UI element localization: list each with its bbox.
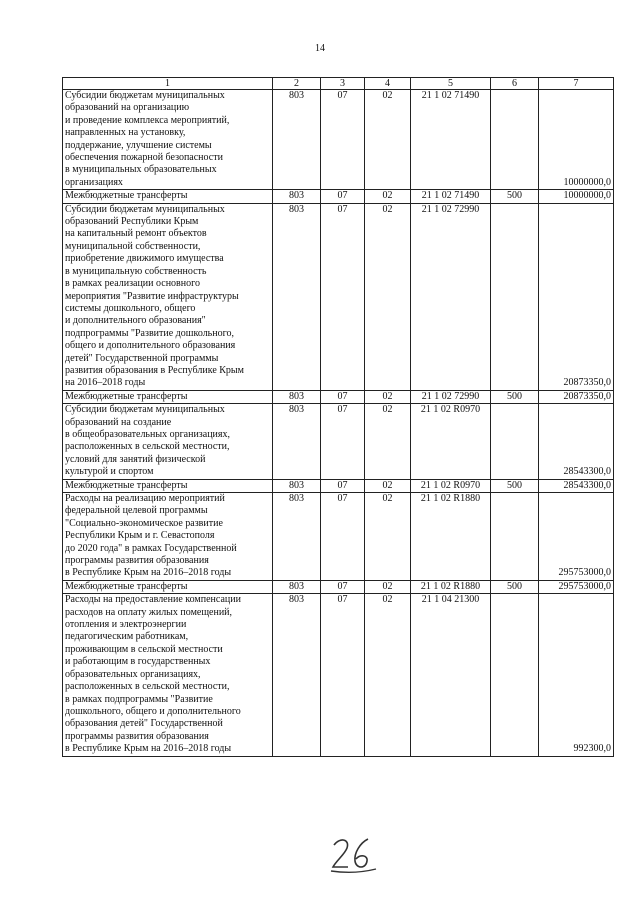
row-name: Расходы на реализацию мероприятий федеральной целевой программы "Социально-экономическое развитие Республики Крым и г. Севастополя до 2020 года" в рамках Государственной программы развития образования в Республике Крым на 2016–2018 годы	[63, 493, 273, 581]
handwritten-signature	[330, 835, 380, 875]
admin-code: 803	[273, 580, 321, 593]
column-header: 1	[63, 78, 273, 90]
amount-value: 28543300,0	[539, 479, 614, 492]
row-name: Субсидии бюджетам муниципальных образований Республики Крым на капитальный ремонт объектов муниципальной собственности, приобретение движимого имущества в муниципальную собственность в рамках реализации основного мероприятия "Развитие инфраструктуры системы дошкольного, общего и дополнительного образования" подпрограммы "Развитие дошкольного, общего и дополнительного образования детей" Государственной программы развития образования в Республике Крым на 2016–2018 годы	[63, 203, 273, 390]
row-name: Межбюджетные трансферты	[63, 190, 273, 203]
column-header: 4	[365, 78, 411, 90]
column-header: 7	[539, 78, 614, 90]
table-row	[63, 90, 614, 190]
admin-code: 803	[273, 390, 321, 403]
admin-code: 803	[273, 190, 321, 203]
amount-value: 992300,0	[539, 594, 614, 756]
signature-mark	[330, 835, 380, 875]
admin-code: 803	[273, 493, 321, 581]
subsection-code: 02	[365, 404, 411, 479]
budget-table	[62, 77, 614, 757]
admin-code: 803	[273, 479, 321, 492]
expense-type-code: 500	[491, 580, 539, 593]
column-header: 3	[321, 78, 365, 90]
section-code: 07	[321, 203, 365, 390]
target-code: 21 1 02 71490	[411, 190, 491, 203]
column-header: 5	[411, 78, 491, 90]
column-header: 6	[491, 78, 539, 90]
amount-value: 28543300,0	[539, 404, 614, 479]
amount-value: 20873350,0	[539, 390, 614, 403]
section-code: 07	[321, 404, 365, 479]
section-code: 07	[321, 390, 365, 403]
table-row	[63, 390, 614, 403]
expense-type-code	[491, 594, 539, 756]
table-row	[63, 493, 614, 581]
page-number: 14	[315, 43, 325, 54]
section-code: 07	[321, 594, 365, 756]
row-name: Межбюджетные трансферты	[63, 479, 273, 492]
subsection-code: 02	[365, 390, 411, 403]
subsection-code: 02	[365, 203, 411, 390]
subsection-code: 02	[365, 580, 411, 593]
subsection-code: 02	[365, 90, 411, 190]
target-code: 21 1 02 R0970	[411, 479, 491, 492]
subsection-code: 02	[365, 594, 411, 756]
table-row	[63, 203, 614, 390]
row-name: Межбюджетные трансферты	[63, 390, 273, 403]
section-code: 07	[321, 190, 365, 203]
table-row	[63, 404, 614, 479]
subsection-code: 02	[365, 493, 411, 581]
target-code: 21 1 02 R0970	[411, 404, 491, 479]
target-code: 21 1 02 72990	[411, 390, 491, 403]
column-header: 2	[273, 78, 321, 90]
section-code: 07	[321, 479, 365, 492]
expense-type-code	[491, 90, 539, 190]
target-code: 21 1 04 21300	[411, 594, 491, 756]
row-name: Субсидии бюджетам муниципальных образований на организацию и проведение комплекса мероприятий, направленных на установку, поддержание, улучшение системы обеспечения пожарной безопасности в муниципальных образовательных организациях	[63, 90, 273, 190]
header-row	[63, 78, 614, 90]
section-code: 07	[321, 90, 365, 190]
expense-type-code: 500	[491, 479, 539, 492]
table-row	[63, 190, 614, 203]
amount-value: 10000000,0	[539, 90, 614, 190]
subsection-code: 02	[365, 479, 411, 492]
amount-value: 295753000,0	[539, 493, 614, 581]
row-name: Межбюджетные трансферты	[63, 580, 273, 593]
admin-code: 803	[273, 594, 321, 756]
section-code: 07	[321, 493, 365, 581]
table-row	[63, 479, 614, 492]
admin-code: 803	[273, 203, 321, 390]
amount-value: 10000000,0	[539, 190, 614, 203]
expense-type-code	[491, 203, 539, 390]
target-code: 21 1 02 R1880	[411, 580, 491, 593]
target-code: 21 1 02 71490	[411, 90, 491, 190]
section-code: 07	[321, 580, 365, 593]
row-name: Расходы на предоставление компенсации расходов на оплату жилых помещений, отопления и электроэнергии педагогическим работникам, проживающим в сельской местности и работающим в государственных образовательных организациях, расположенных в сельской местности, в рамках подпрограммы "Развитие дошкольного, общего и дополнительного образования детей" Государственной программы развития образования в Республике Крым на 2016–2018 годы	[63, 594, 273, 756]
table-row	[63, 594, 614, 756]
expense-type-code: 500	[491, 190, 539, 203]
subsection-code: 02	[365, 190, 411, 203]
admin-code: 803	[273, 404, 321, 479]
target-code: 21 1 02 R1880	[411, 493, 491, 581]
row-name: Субсидии бюджетам муниципальных образований на создание в общеобразовательных организациях, расположенных в сельской местности, условий для занятий физической культурой и спортом	[63, 404, 273, 479]
target-code: 21 1 02 72990	[411, 203, 491, 390]
amount-value: 20873350,0	[539, 203, 614, 390]
table-row	[63, 580, 614, 593]
admin-code: 803	[273, 90, 321, 190]
amount-value: 295753000,0	[539, 580, 614, 593]
expense-type-code	[491, 493, 539, 581]
expense-type-code: 500	[491, 390, 539, 403]
expense-type-code	[491, 404, 539, 479]
